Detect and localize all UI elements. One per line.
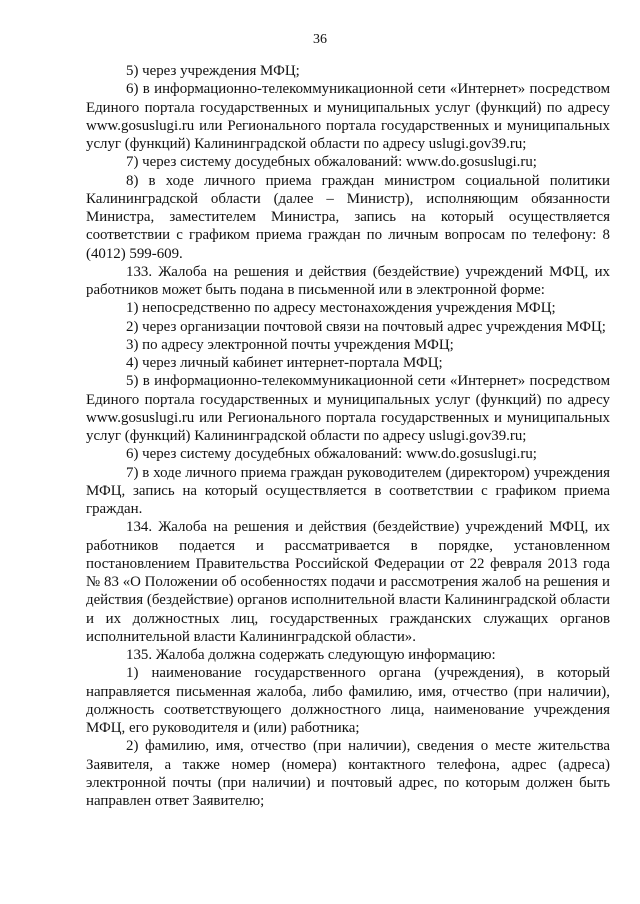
paragraph-133-item-5: 5) в информационно-телекоммуникационной сети «Интернет» посредством Единого портала государственных и муниципальных услуг (функций) по адресу www.gosuslugi.ru или Регионального портала государственных и муниципальных услуг (функций) Калининградской области по адресу uslugi.gov39.ru; bbox=[86, 373, 610, 444]
paragraph-133-item-6: 6) через систему досудебных обжалований: www.do.gosuslugi.ru; bbox=[126, 446, 537, 463]
paragraph-item-8-personal-reception: 8) в ходе личного приема граждан министром социальной политики Калининградской области (далее – Министр), исполняющим обязанности Министра, заместителем Министра, запись на который осуществляется соответствии с графиком приема граждан по личным вопросам по телефону: 8 (4012) 599-609. bbox=[86, 172, 610, 262]
paragraph-133-item-2: 2) через организации почтовой связи на почтовый адрес учреждения МФЦ; bbox=[126, 318, 606, 335]
document-body bbox=[86, 62, 610, 810]
paragraph-item-7-pretrial-system: 7) через систему досудебных обжалований: www.do.gosuslugi.ru; bbox=[126, 154, 537, 171]
paragraph-clause-134: 134. Жалоба на решения и действия (бездействие) учреждений МФЦ, их работников подается и рассматривается в порядке, установленном постановлением Правительства Российской Федерации от 22 февраля 2013 года № 83 «О Положении об особенностях подачи и рассмотрения жалоб на решения и действия (бездействие) органов исполнительной власти Калининградской области и их должностных лиц, государственных гражданских служащих органов исполнительной власти Калининградской области». bbox=[86, 519, 610, 645]
paragraph-clause-135: 135. Жалоба должна содержать следующую информацию: bbox=[126, 647, 496, 663]
paragraph-133-item-4: 4) через личный кабинет интернет-портала МФЦ; bbox=[126, 355, 443, 371]
page-number: 36 bbox=[313, 32, 327, 47]
paragraph-133-item-1: 1) непосредственно по адресу местонахождения учреждения МФЦ; bbox=[126, 300, 556, 317]
paragraph-133-item-7: 7) в ходе личного приема граждан руководителем (директором) учреждения МФЦ, запись на который осуществляется в соответствии с графиком приема граждан. bbox=[86, 464, 610, 517]
paragraph-item-5-mfc: 5) через учреждения МФЦ; bbox=[126, 63, 300, 79]
paragraph-133-item-3: 3) по адресу электронной почты учреждения МФЦ; bbox=[126, 336, 454, 353]
paragraph-135-item-2: 2) фамилию, имя, отчество (при наличии), сведения о месте жительства Заявителя, а также номер (номера) контактного телефона, адрес (адреса) электронной почты (при наличии) и почтовый адрес, по которым должен быть направлен ответ Заявителю; bbox=[86, 738, 610, 809]
paragraph-clause-133: 133. Жалоба на решения и действия (бездействие) учреждений МФЦ, их работников может быть подана в письменной или в электронной форме: bbox=[86, 263, 610, 298]
paragraph-135-item-1: 1) наименование государственного органа (учреждения), в который направляется письменная жалоба, либо фамилию, имя, отчество (при наличии), должность соответствующего должностного лица, наименование учреждения МФЦ, его руководителя и (или) работника; bbox=[86, 665, 610, 736]
paragraph-item-6-internet: 6) в информационно-телекоммуникационной сети «Интернет» посредством Единого портала государственных и муниципальных услуг (функций) по адресу www.gosuslugi.ru или Регионального портала государственных и муниципальных услуг (функций) Калининградской области по адресу uslugi.gov39.ru; bbox=[86, 81, 610, 152]
